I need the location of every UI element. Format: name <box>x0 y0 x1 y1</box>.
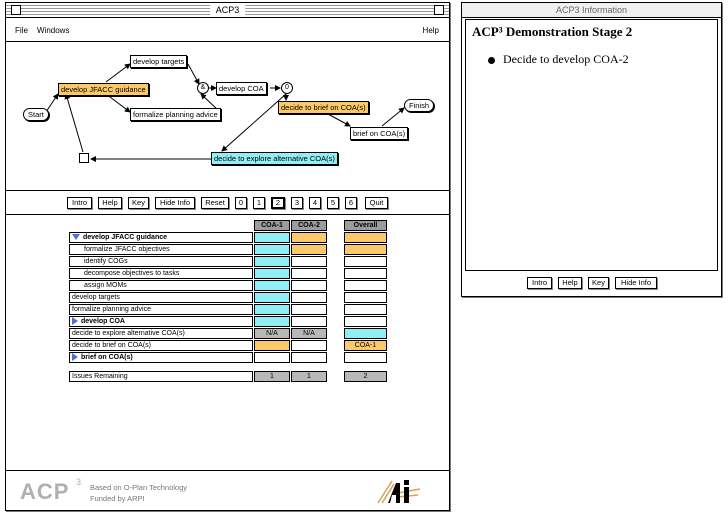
cell-coa2 <box>291 340 327 351</box>
help-button[interactable]: Help <box>98 197 122 209</box>
info-help-button[interactable]: Help <box>558 277 582 289</box>
cell-overall <box>344 328 387 339</box>
issues-overall: 2 <box>344 371 387 382</box>
menu-bar <box>6 18 449 42</box>
cell-coa1 <box>254 304 290 315</box>
info-content <box>465 19 718 271</box>
cell-overall <box>344 280 387 291</box>
cell-coa2 <box>291 256 327 267</box>
cell-overall <box>344 316 387 327</box>
table-row[interactable]: assign MOMs <box>69 280 253 291</box>
cell-coa1 <box>254 268 290 279</box>
cell-coa1 <box>254 256 290 267</box>
table-row[interactable]: develop targets <box>69 292 253 303</box>
cell-overall <box>344 352 387 363</box>
issues-coa1: 1 <box>254 371 290 382</box>
key-button[interactable]: Key <box>128 197 149 209</box>
reset-button[interactable]: Reset <box>201 197 229 209</box>
info-bullet-item <box>488 52 629 67</box>
aiai-logo-icon <box>374 479 424 505</box>
info-window <box>461 2 722 297</box>
cell-coa1 <box>254 340 290 351</box>
info-key-button[interactable]: Key <box>588 277 609 289</box>
cell-overall <box>344 244 387 255</box>
table-row[interactable]: decompose objectives to tasks <box>69 268 253 279</box>
info-window-title: ACP3 Information <box>555 5 628 15</box>
stage-5-button[interactable]: 5 <box>327 197 339 209</box>
row-label: brief on COA(s) <box>81 354 133 361</box>
cell-coa2 <box>291 232 327 243</box>
diagram-and-node: & <box>197 82 209 94</box>
diagram-node-brief-coa[interactable]: brief on COA(s) <box>350 127 408 140</box>
cell-coa2 <box>291 244 327 255</box>
info-hide-info-button[interactable]: Hide Info <box>615 277 657 289</box>
cell-overall <box>344 256 387 267</box>
diagram-or-node: 0 <box>281 82 293 94</box>
cell-coa2 <box>291 292 327 303</box>
table-row[interactable]: identify COGs <box>69 256 253 267</box>
menu-file[interactable]: File <box>15 26 28 35</box>
close-box[interactable] <box>11 5 21 15</box>
table-row[interactable] <box>69 316 253 327</box>
header-overall: Overall <box>344 220 387 231</box>
cell-coa1 <box>254 292 290 303</box>
coa-status-table <box>6 215 449 471</box>
table-row[interactable] <box>69 232 253 243</box>
menu-help[interactable]: Help <box>422 26 439 35</box>
expanded-triangle-icon[interactable] <box>72 234 80 240</box>
cell-overall <box>344 232 387 243</box>
diagram-node-finish[interactable]: Finish <box>404 99 434 112</box>
bullet-icon <box>488 57 495 64</box>
cell-coa2 <box>291 352 327 363</box>
diagram-node-develop-jfacc[interactable]: develop JFACC guidance <box>58 83 149 96</box>
row-label: develop COA <box>81 318 125 325</box>
cell-coa1 <box>254 316 290 327</box>
cell-overall <box>344 268 387 279</box>
stage-2-button[interactable]: 2 <box>271 197 285 209</box>
cell-coa1 <box>254 280 290 291</box>
cell-coa1: N/A <box>254 328 290 339</box>
info-heading: ACP³ Demonstration Stage 2 <box>472 24 633 39</box>
table-row[interactable]: decide to explore alternative COA(s) <box>69 328 253 339</box>
acp-logo-superscript: 3 <box>76 477 82 487</box>
cell-overall <box>344 304 387 315</box>
info-item-text: Decide to develop COA-2 <box>503 52 629 66</box>
cell-coa1 <box>254 244 290 255</box>
table-row[interactable] <box>69 352 253 363</box>
info-intro-button[interactable]: Intro <box>527 277 552 289</box>
header-coa2: COA-2 <box>291 220 327 231</box>
cell-coa1 <box>254 352 290 363</box>
footer <box>6 470 449 510</box>
cell-coa2 <box>291 316 327 327</box>
diagram-node-decide-explore[interactable]: decide to explore alternative COA(s) <box>211 152 338 165</box>
issues-remaining-row[interactable]: Issues Remaining <box>69 371 253 382</box>
hide-info-button[interactable]: Hide Info <box>155 197 195 209</box>
issues-coa2: 1 <box>291 371 327 382</box>
intro-button[interactable]: Intro <box>67 197 92 209</box>
stage-0-button[interactable]: 0 <box>235 197 247 209</box>
cell-coa2 <box>291 280 327 291</box>
cell-overall <box>344 292 387 303</box>
stage-1-button[interactable]: 1 <box>253 197 265 209</box>
menu-windows[interactable]: Windows <box>37 26 70 35</box>
table-row[interactable]: formalize JFACC objectives <box>69 244 253 255</box>
header-coa1: COA-1 <box>254 220 290 231</box>
row-label: develop JFACC guidance <box>83 234 168 241</box>
diagram-node-start[interactable]: Start <box>23 108 49 121</box>
diagram-edges <box>6 42 449 190</box>
main-window <box>5 2 450 511</box>
diagram-node-develop-coa[interactable]: develop COA <box>216 82 267 95</box>
stage-3-button[interactable]: 3 <box>291 197 303 209</box>
zoom-box[interactable] <box>434 5 444 15</box>
table-row[interactable]: formalize planning advice <box>69 304 253 315</box>
collapsed-triangle-icon[interactable] <box>72 317 78 325</box>
stage-4-button[interactable]: 4 <box>309 197 321 209</box>
diagram-node-formalize-planning[interactable]: formalize planning advice <box>130 108 221 121</box>
window-title: ACP3 <box>210 4 246 16</box>
main-title-bar[interactable] <box>6 3 449 18</box>
diagram-node-develop-targets[interactable]: develop targets <box>130 55 187 68</box>
acp-logo: ACP <box>20 479 70 504</box>
process-diagram <box>6 42 449 190</box>
quit-button[interactable]: Quit <box>365 197 388 209</box>
cell-coa2 <box>291 268 327 279</box>
cell-overall: COA-1 <box>344 340 387 351</box>
table-row[interactable]: decide to brief on COA(s) <box>69 340 253 351</box>
stage-6-button[interactable]: 6 <box>345 197 357 209</box>
diagram-loop-node <box>79 153 89 163</box>
info-title-bar[interactable] <box>462 3 721 18</box>
cell-coa2 <box>291 304 327 315</box>
diagram-node-decide-brief[interactable]: decide to brief on COA(s) <box>278 101 369 114</box>
credit-line-1: Based on O-Plan Technology <box>90 483 188 492</box>
credit-line-2: Funded by ARPI <box>90 494 145 503</box>
control-button-row <box>6 190 449 215</box>
cell-coa2: N/A <box>291 328 327 339</box>
cell-coa1 <box>254 232 290 243</box>
collapsed-triangle-icon[interactable] <box>72 353 78 361</box>
